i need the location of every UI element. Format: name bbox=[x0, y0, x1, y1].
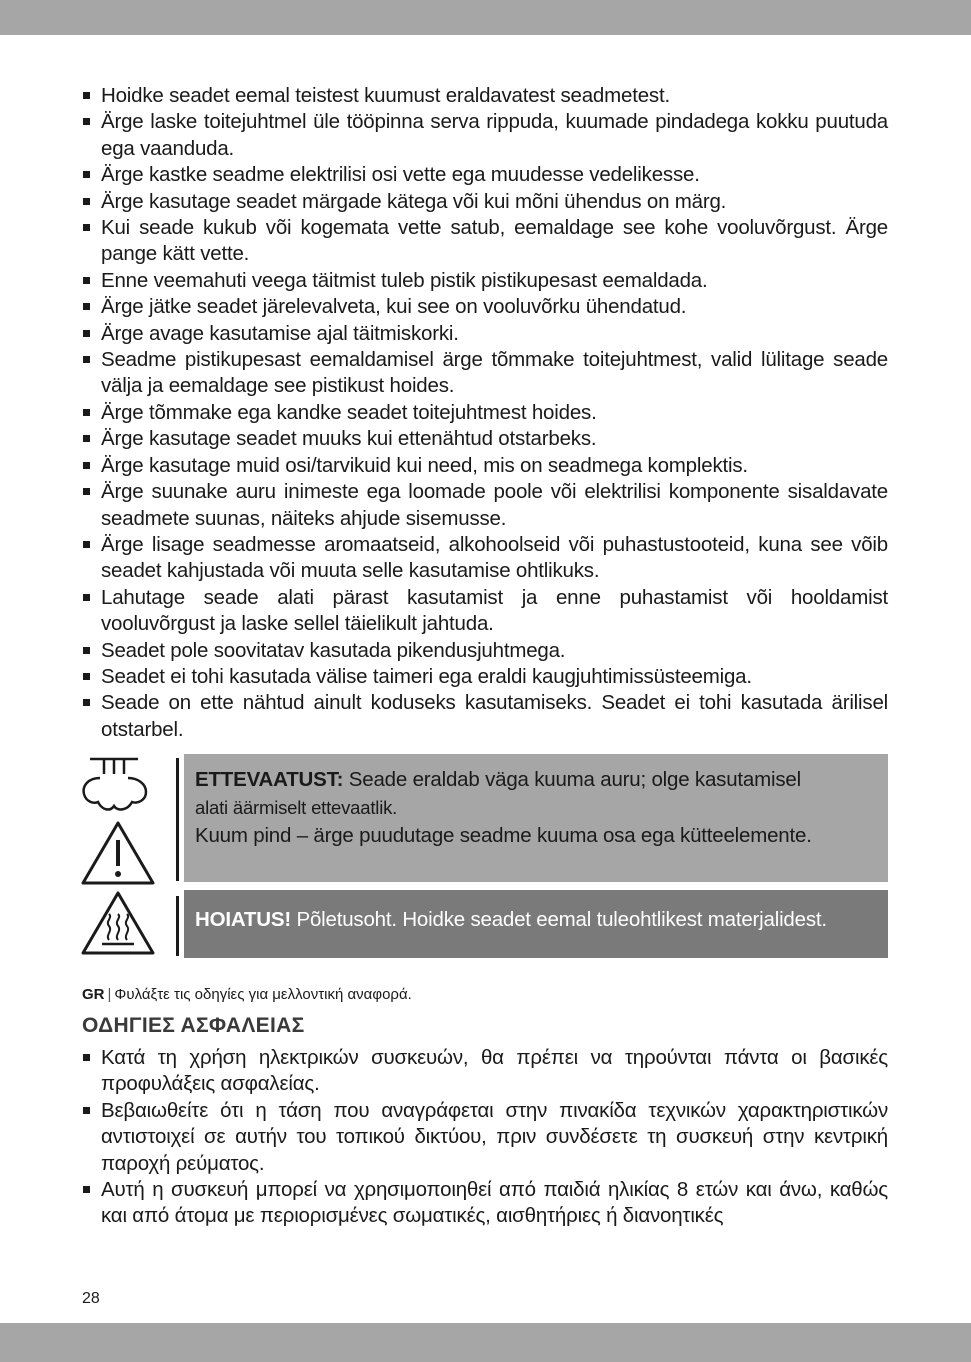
hoiatus-text: Põletusoht. Hoidke seadet eemal tuleohtlikest materjalidest. bbox=[290, 908, 827, 931]
list-item: Αυτή η συσκευή μπορεί να χρησιμοποιηθεί από παιδιά ηλικίας 8 ετών και άνω, καθώς και από άτομα με περιορισμένες σωματικές, αισθητήριες ή διανοητικές bbox=[82, 1177, 888, 1230]
hoiatus-box bbox=[184, 890, 888, 958]
caution-row bbox=[80, 754, 888, 884]
list-item: Seade on ette nähtud ainult koduseks kasutamiseks. Seadet ei tohi kasutada ärilisel otstarbel. bbox=[82, 690, 888, 743]
list-item: Seadet ei tohi kasutada välise taimeri ega eraldi kaugjuhtimissüsteemiga. bbox=[82, 664, 888, 690]
caution-box bbox=[184, 754, 888, 882]
list-item: Enne veemahuti veega täitmist tuleb pistik pistikupesast eemaldada. bbox=[82, 268, 888, 294]
caution-line1-cont: alati äärmiselt ettevaatlik. bbox=[195, 797, 398, 818]
list-item: Hoidke seadet eemal teistest kuumust eraldavatest seadmetest. bbox=[82, 83, 888, 109]
caution-line2: Kuum pind – ärge puudutage seadme kuuma osa ega kütteelemente. bbox=[195, 824, 812, 847]
top-band bbox=[0, 0, 971, 35]
list-item: Ärge jätke seadet järelevalveta, kui see on vooluvõrku ühendatud. bbox=[82, 294, 888, 320]
list-item: Ärge kasutage seadet märgade kätega või kui mõni ühendus on märg. bbox=[82, 189, 888, 215]
list-item: Ärge kasutage seadet muuks kui ettenähtud otstarbeks. bbox=[82, 426, 888, 452]
greek-intro-text: Φυλάξτε τις οδηγίες για μελλοντική αναφορά. bbox=[114, 986, 412, 1003]
caution-text: Seade eraldab väga kuuma auru; olge kasutamisel bbox=[343, 768, 801, 791]
list-item: Lahutage seade alati pärast kasutamist ja enne puhastamist või hooldamist vooluvõrgust ja laske sellel täielikult jahtuda. bbox=[82, 585, 888, 638]
list-item: Ärge kastke seadme elektrilisi osi vette ega muudesse vedelikesse. bbox=[82, 162, 888, 188]
divider bbox=[176, 896, 179, 956]
list-item: Seadet pole soovitatav kasutada pikendusjuhtmega. bbox=[82, 638, 888, 664]
divider bbox=[176, 758, 179, 881]
greek-intro bbox=[82, 985, 412, 1005]
estonian-safety-list bbox=[82, 83, 888, 743]
list-item: Ärge suunake auru inimeste ega loomade poole või elektrilisi komponente sisaldavate seadmete suunas, näiteks ahjude sisemusse. bbox=[82, 479, 888, 532]
caution-label: ETTEVAATUST: bbox=[195, 768, 344, 791]
page-number: 28 bbox=[82, 1290, 100, 1307]
steam-icon bbox=[80, 756, 150, 816]
list-item: Ärge laske toitejuhtmel üle tööpinna serva rippuda, kuumade pindadega kokku puutuda ega vaanduda. bbox=[82, 109, 888, 162]
hoiatus-label: HOIATUS! bbox=[195, 908, 291, 931]
warning-triangle-icon bbox=[80, 820, 156, 886]
list-item: Ärge tõmmake ega kandke seadet toitejuhtmest hoides. bbox=[82, 400, 888, 426]
list-item: Κατά τη χρήση ηλεκτρικών συσκευών, θα πρέπει να τηρούνται πάντα οι βασικές προφυλάξεις ασφαλείας. bbox=[82, 1045, 888, 1098]
bottom-band bbox=[0, 1323, 971, 1362]
list-item: Kui seade kukub või kogemata vette satub, eemaldage see kohe vooluvõrgust. Ärge pange kätt vette. bbox=[82, 215, 888, 268]
list-item: Βεβαιωθείτε ότι η τάση που αναγράφεται στην πινακίδα τεχνικών χαρακτηριστικών αντιστοιχεί σε αυτήν του τοπικού δικτύου, πριν συνδέσετε τη συσκευή στην κεντρική παροχή ρεύματος. bbox=[82, 1098, 888, 1177]
hot-surface-icon bbox=[80, 890, 156, 956]
hoiatus-row bbox=[80, 890, 888, 960]
hoiatus-line bbox=[195, 906, 876, 934]
greek-safety-list bbox=[82, 1045, 888, 1230]
language-code: GR bbox=[82, 986, 105, 1003]
caution-line1 bbox=[195, 766, 876, 794]
section-title: ΟΔΗΓΙΕΣ ΑΣΦΑΛΕΙΑΣ bbox=[82, 1014, 305, 1037]
list-item: Ärge kasutage muid osi/tarvikuid kui need, mis on seadmega komplektis. bbox=[82, 453, 888, 479]
list-item: Ärge avage kasutamise ajal täitmiskorki. bbox=[82, 321, 888, 347]
list-item: Seadme pistikupesast eemaldamisel ärge tõmmake toitejuhtmest, valid lülitage seade välja ja eemaldage see pistikust hoides. bbox=[82, 347, 888, 400]
separator: | bbox=[107, 986, 112, 1003]
list-item: Ärge lisage seadmesse aromaatseid, alkohoolseid või puhastustooteid, kuna see võib seadet kahjustada või muuta selle kasutamise ohtlikuks. bbox=[82, 532, 888, 585]
